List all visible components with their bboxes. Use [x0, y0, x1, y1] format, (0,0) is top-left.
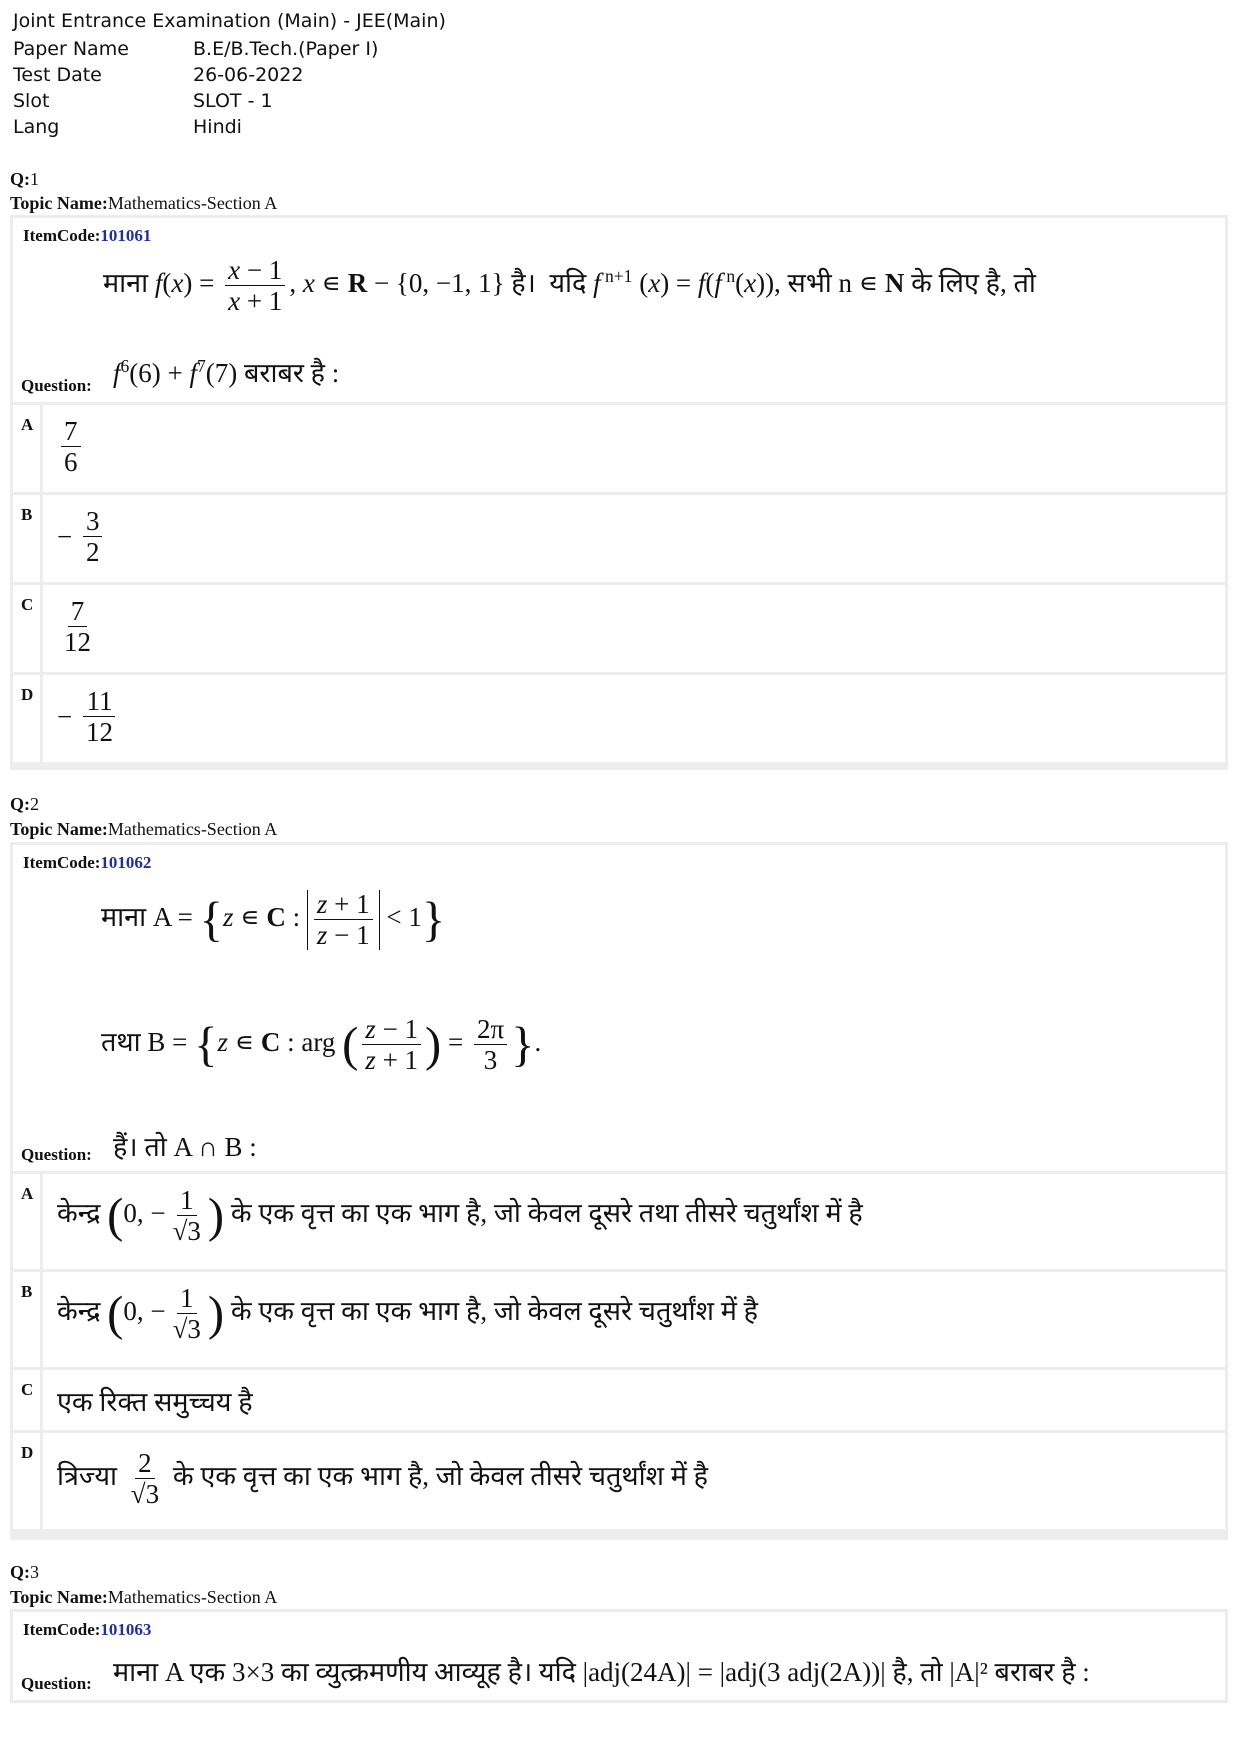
question-number: Q:3 [10, 1562, 39, 1582]
question-label: Question: [21, 376, 92, 395]
option-a[interactable]: A $\frac{7}{6}$ [13, 405, 1225, 492]
question-box [13, 1612, 1225, 1700]
question-card-1 [10, 215, 1228, 770]
question-stem-tail: हैं। तो A ∩ B : [113, 1132, 257, 1162]
topic-name: Topic Name:Mathematics-Section A [10, 819, 278, 839]
option-d[interactable]: D त्रिज्या $\frac{2}{√3}$ के एक वृत्त का एक भाग है, जो केवल तीसरे चतुर्थांश में है [13, 1433, 1225, 1529]
option-c[interactable]: C $\frac{7}{12}$ [13, 585, 1225, 672]
question-card-3 [10, 1609, 1228, 1703]
set-b-definition: तथा B = {z ∊ C : arg ( $\frac{z - 1}{z + 1}$ ) = $\frac{2\pi}{3}$ }. [101, 1014, 542, 1076]
exam-header [13, 10, 446, 140]
option-a[interactable]: A केन्द्र (0, − $\frac{1}{√3}$ ) के एक वृत्त का एक भाग है, जो केवल दूसरे तथा तीसरे चतुर्थांश में है [13, 1174, 1225, 1269]
item-code: ItemCode:101063 [23, 1620, 152, 1639]
option-b[interactable]: B − $\frac{3}{2}$ [13, 495, 1225, 582]
set-a-definition: माना A = {z ∊ C : $\frac{z + 1}{z - 1}$ < 1} [101, 889, 446, 951]
question-label: Question: [21, 1674, 92, 1693]
header-row-lang: Lang Hindi [13, 116, 242, 138]
header-row-paper: Paper Name B.E/B.Tech.(Paper I) [13, 38, 379, 60]
option-b[interactable]: B केन्द्र (0, − $\frac{1}{√3}$ ) के एक वृत्त का एक भाग है, जो केवल दूसरे चतुर्थांश में है [13, 1272, 1225, 1367]
header-row-date: Test Date 26-06-2022 [13, 64, 304, 86]
exam-title: Joint Entrance Examination (Main) - JEE(Main) [13, 10, 446, 32]
question-number: Q:1 [10, 169, 39, 189]
question-stem-line1: माना f(x) = $\frac{x - 1}{x + 1}$ , x ∊ R − {0, −1, 1} है। यदि f $^{n+1}$ (x) = f(f $^n$(x)), सभी n ∊ N के लिए है, तो [103, 255, 1036, 317]
question-number: Q:2 [10, 794, 39, 814]
question-card-2 [10, 842, 1228, 1540]
question-box [13, 218, 1225, 402]
question-label: Question: [21, 1145, 92, 1164]
question-stem: माना A एक 3×3 का व्युत्क्रमणीय आव्यूह है। यदि |adj(24A)| = |adj(3 adj(2A))| है, तो |A|² बराबर है : [113, 1657, 1090, 1687]
item-code: ItemCode:101061 [23, 226, 152, 245]
question-stem-line2: $f^6(6) + f^7(7)$ बराबर है : [113, 356, 340, 388]
topic-name: Topic Name:Mathematics-Section A [10, 193, 278, 213]
topic-name: Topic Name:Mathematics-Section A [10, 1587, 278, 1607]
option-d[interactable]: D − $\frac{11}{12}$ [13, 675, 1225, 762]
option-c[interactable]: C एक रिक्त समुच्चय है [13, 1370, 1225, 1430]
header-row-slot: Slot SLOT - 1 [13, 90, 273, 112]
question-box [13, 845, 1225, 1171]
item-code: ItemCode:101062 [23, 853, 152, 872]
